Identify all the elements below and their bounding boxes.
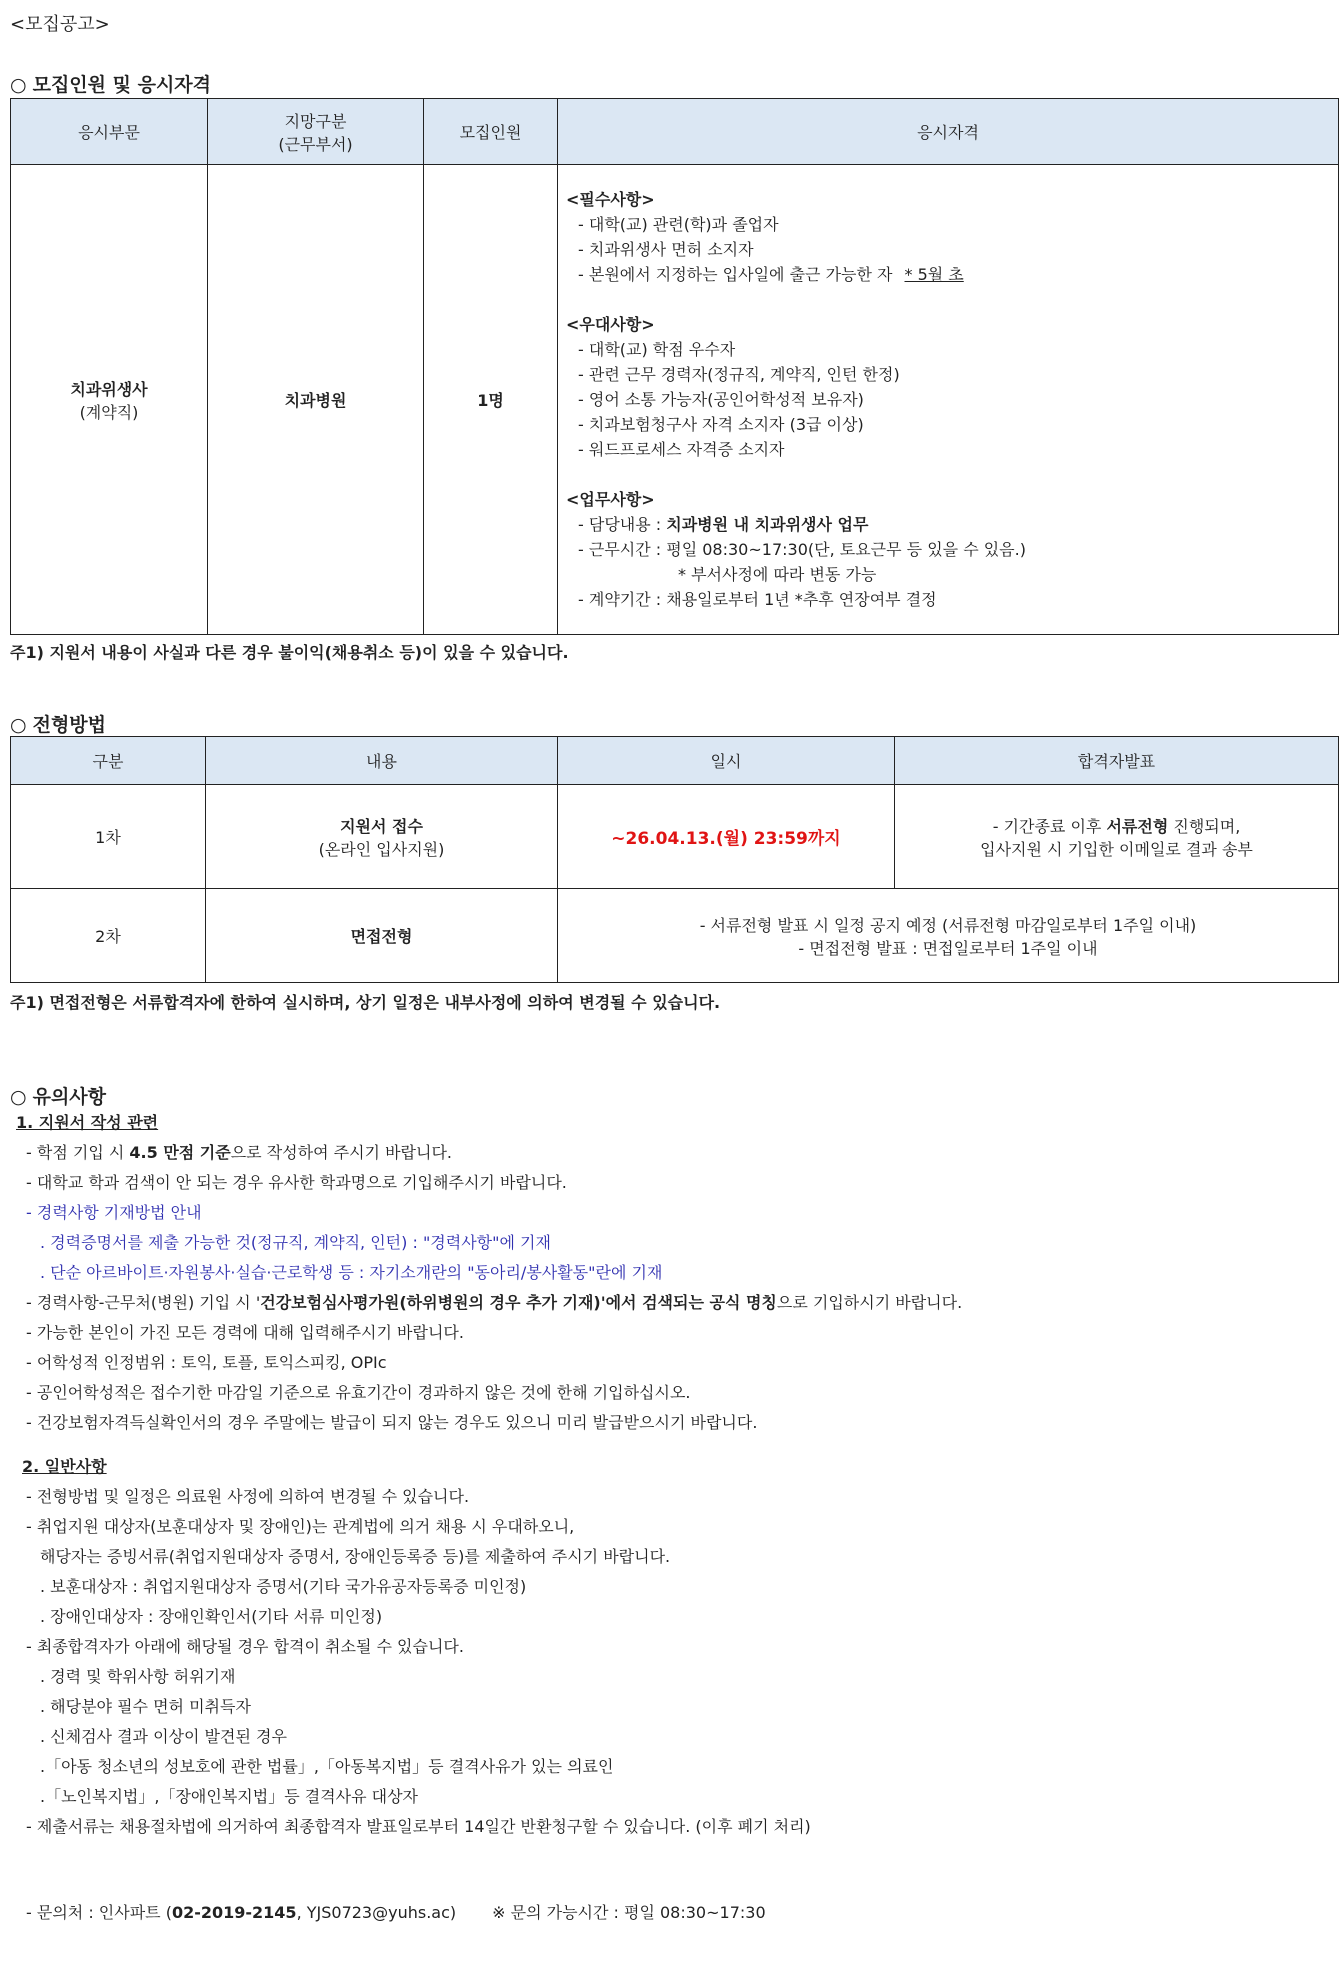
list-item: - 제출서류는 채용절차법에 의거하여 최종합격자 발표일로부터 14일간 반환청구할 수 있습니다. (이후 폐기 처리) [26,1817,811,1836]
table-row [11,165,1339,635]
header-qualification: 응시자격 [558,99,1339,165]
section1-note: 주1) 지원서 내용이 사실과 다른 경우 불이익(채용취소 등)이 있을 수 있습니다. [10,643,569,662]
header-result: 합격자발표 [895,737,1339,785]
cell-count: 1명 [424,165,558,635]
start-date-note: * 5월 초 [904,265,964,284]
section-title: 유의사항 [32,1086,107,1108]
cell-result: - 서류전형 발표 시 일정 공지 예정 (서류전형 마감일로부터 1주일 이내) - 면접전형 발표 : 면접일로부터 1주일 이내 [558,889,1339,983]
cell-stage: 2차 [11,889,206,983]
cell-result: - 기간종료 이후 서류전형 진행되며, 입사지원 시 기입한 이메일로 결과 송부 [895,785,1339,889]
section-qualifications-heading [10,70,211,97]
subsection-title: 2. 일반사항 [22,1457,107,1476]
list-item: . 해당분야 필수 면허 미취득자 [40,1697,251,1716]
section-title: 전형방법 [32,714,107,736]
cell-stage: 1차 [11,785,206,889]
table-header-row [11,737,1339,785]
list-item: . 신체검사 결과 이상이 발견된 경우 [40,1727,287,1746]
qualifications-table [10,98,1339,635]
subsection-title: 1. 지원서 작성 관련 [16,1113,159,1132]
contact-hours: ※ 문의 가능시간 : 평일 08:30~17:30 [492,1903,766,1922]
cell-area: 치과병원 [208,165,424,635]
header-date: 일시 [558,737,895,785]
list-item: - 취업지원 대상자(보훈대상자 및 장애인)는 관계법에 의거 채용 시 우대하오니, [26,1517,575,1536]
career-guide: - 경력사항 기재방법 안내 [26,1203,202,1222]
list-item: . 경력 및 학위사항 허위기재 [40,1667,236,1686]
cell-content: 지원서 접수 (온라인 입사지원) [206,785,558,889]
preferred-heading: <우대사항> [566,315,655,334]
list-item: . 보훈대상자 : 취업지원대상자 증명서(기타 국가유공자등록증 미인정) [40,1577,527,1596]
list-item: - 전형방법 및 일정은 의료원 사정에 의하여 변경될 수 있습니다. [26,1487,470,1506]
contact-info: - 문의처 : 인사파트 (02-2019-2145, YJS0723@yuhs.ac) ※ 문의 가능시간 : 평일 08:30~17:30 [26,1903,766,1922]
selection-table [10,736,1339,983]
contact-email: , YJS0723@yuhs.ac) [296,1903,457,1922]
cell-content: 면접전형 [206,889,558,983]
header-dept: 응시부문 [11,99,208,165]
table-header-row [11,99,1339,165]
circle-bullet-icon: ○ [10,1086,27,1108]
cell-dept: 치과위생사 (계약직) [11,165,208,635]
page-title: <모집공고> [10,14,110,35]
table-row [11,785,1339,889]
contact-phone: 02-2019-2145 [171,1903,297,1922]
list-item: 해당자는 증빙서류(취업지원대상자 증명서, 장애인등록증 등)를 제출하여 주시기 바랍니다. [40,1547,671,1566]
section-cautions-heading [10,1082,106,1109]
header-content: 내용 [206,737,558,785]
section-title: 모집인원 및 응시자격 [32,74,212,96]
section-selection-heading [10,710,106,737]
circle-bullet-icon: ○ [10,74,27,96]
header-area: 지망구분 (근무부서) [208,99,424,165]
required-heading: <필수사항> [566,190,655,209]
circle-bullet-icon: ○ [10,714,27,736]
cell-qualification: <필수사항> - 대학(교) 관련(학)과 졸업자 - 치과위생사 면허 소지자 - 본원에서 지정하는 입사일에 출근 가능한 자 * 5월 초 <우대사항> - 대학(교) 학점 우수자 - 관련 근무 경력자(정규직, 계약직, 인턴 한정) - 영어 소통 가능자(공인어학성적 보유자) - 치과보험청구사 자격 소지자 (3급 이상) - 워드프로세스 자격증 소지자 <업무사항> - 담당내용 : 치과병원 내 치과위생사 업무 - 근무시간 : 평일 08:30~17:30(단, 토요근무 등 있을 수 있음.) * 부서사정에 따라 변동 가능 - 계약기간 : 채용일로부터 1년 *추후 연장여부 결정 [558,165,1339,635]
header-stage: 구분 [11,737,206,785]
cautions-list: 1. 지원서 작성 관련 - 학점 기입 시 4.5 만점 기준으로 작성하여 주시기 바랍니다. - 대학교 학과 검색이 안 되는 경우 유사한 학과명으로 기입해주시기 바랍니다. - 경력사항 기재방법 안내 . 경력증명서를 제출 가능한 것(정규직, 계약직, 인턴) : "경력사항"에 기재 . 단순 아르바이트·자원봉사·실습·근로학생 등 : 자기소개란의 "동아리/봉사활동"란에 기재 - 경력사항-근무처(병원) 기입 시 '건강보험심사평가원(하위병원의 경우 추가 기재)'에서 검색되는 공식 명칭으로 기입하시기 바랍니다. - 가능한 본인이 가진 모든 경력에 대해 입력해주시기 바랍니다. - 어학성적 인정범위 : 토익, 토플, 토익스피킹, OPIc - 공인어학성적은 접수기한 마감일 기준으로 유효기간이 경과하지 않은 것에 한해 기입하십시오. - 건강보험자격득실확인서의 경우 주말에는 발급이 되지 않는 경우도 있으니 미리 발급받으시기 바랍니다. 2. 일반사항 - 전형방법 및 일정은 의료원 사정에 의하여 변경될 수 있습니다. - 취업지원 대상자(보훈대상자 및 장애인)는 관계법에 의거 채용 시 우대하오니, 해당자는 증빙서류(취업지원대상자 증명서, 장애인등록증 등)를 제출하여 주시기 바랍니다. . 보훈대상자 : 취업지원대상자 증명서(기타 국가유공자등록증 미인정) . 장애인대상자 : 장애인확인서(기타 서류 미인정) - 최종합격자가 아래에 해당될 경우 합격이 취소될 수 있습니다. . 경력 및 학위사항 허위기재 . 해당분야 필수 면허 미취득자 . 신체검사 결과 이상이 발견된 경우 .「아동 청소년의 성보호에 관한 법률」,「아동복지법」등 결격사유가 있는 의료인 .「노인복지법」,「장애인복지법」등 결격사유 대상자 - 제출서류는 채용절차법에 의거하여 최종합격자 발표일로부터 14일간 반환청구할 수 있습니다. (이후 폐기 처리) [10,1108,962,1842]
cell-deadline: ~26.04.13.(월) 23:59까지 [558,785,895,889]
list-item: - 최종합격자가 아래에 해당될 경우 합격이 취소될 수 있습니다. [26,1637,464,1656]
header-count: 모집인원 [424,99,558,165]
list-item: .「노인복지법」,「장애인복지법」등 결격사유 대상자 [40,1787,419,1806]
table-row [11,889,1339,983]
duty-heading: <업무사항> [566,490,655,509]
list-item: .「아동 청소년의 성보호에 관한 법률」,「아동복지법」등 결격사유가 있는 의료인 [40,1757,614,1776]
list-item: . 장애인대상자 : 장애인확인서(기타 서류 미인정) [40,1607,383,1626]
section2-note: 주1) 면접전형은 서류합격자에 한하여 실시하며, 상기 일정은 내부사정에 의하여 변경될 수 있습니다. [10,993,721,1012]
